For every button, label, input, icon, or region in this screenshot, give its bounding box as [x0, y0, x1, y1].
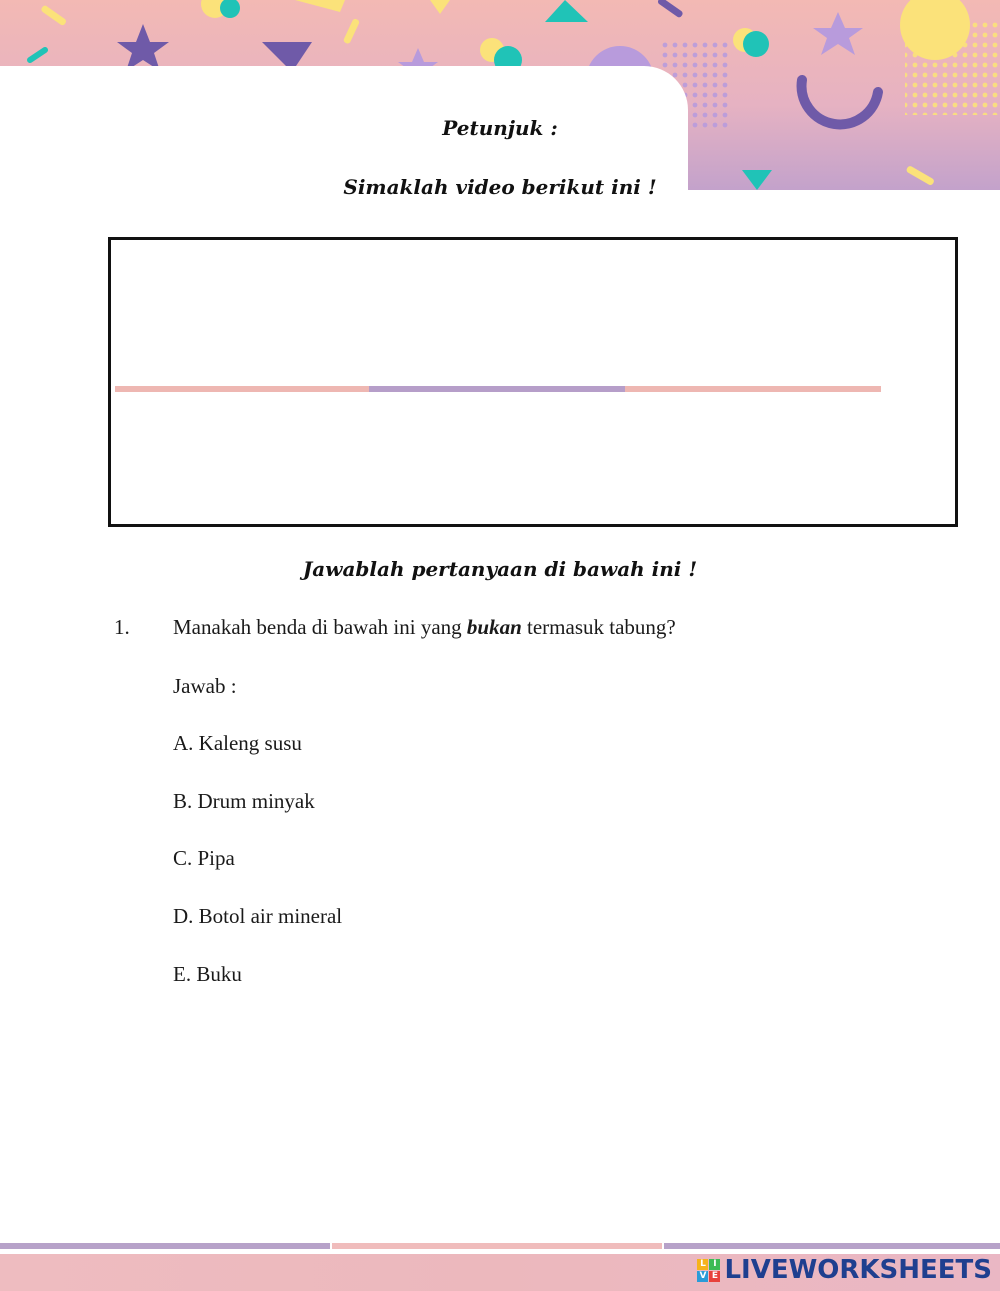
liveworksheets-logo[interactable]: [697, 1255, 992, 1285]
section-prompt: Jawablah pertanyaan di bawah ini !: [302, 557, 698, 581]
footer-bar-left: [0, 1243, 330, 1249]
option-b[interactable]: B. Drum minyak: [173, 789, 315, 813]
video-divider-right: [625, 386, 881, 392]
video-divider-middle: [369, 386, 625, 392]
video-embed[interactable]: [108, 237, 958, 527]
instruction-label: Petunjuk :: [442, 116, 558, 140]
footer-bar-right: [664, 1243, 1000, 1249]
question-text: [173, 615, 676, 640]
question-text-before: Manakah benda di bawah ini yang: [173, 615, 467, 639]
option-e[interactable]: E. Buku: [173, 962, 242, 986]
answer-label: Jawab :: [173, 674, 237, 698]
question-text-after: termasuk tabung?: [521, 615, 676, 639]
option-d[interactable]: D. Botol air mineral: [173, 904, 343, 928]
option-a[interactable]: A. Kaleng susu: [173, 731, 302, 755]
logo-mark-icon: L I V E: [697, 1259, 720, 1282]
footer-bar-middle: [332, 1243, 662, 1249]
question-emphasis: bukan: [466, 615, 522, 639]
question-number: 1.: [114, 615, 130, 639]
instruction-text: Simaklah video berikut ini !: [343, 175, 657, 199]
option-c[interactable]: C. Pipa: [173, 846, 235, 870]
brand-text: LIVEWORKSHEETS: [724, 1255, 992, 1285]
video-divider-left: [115, 386, 369, 392]
